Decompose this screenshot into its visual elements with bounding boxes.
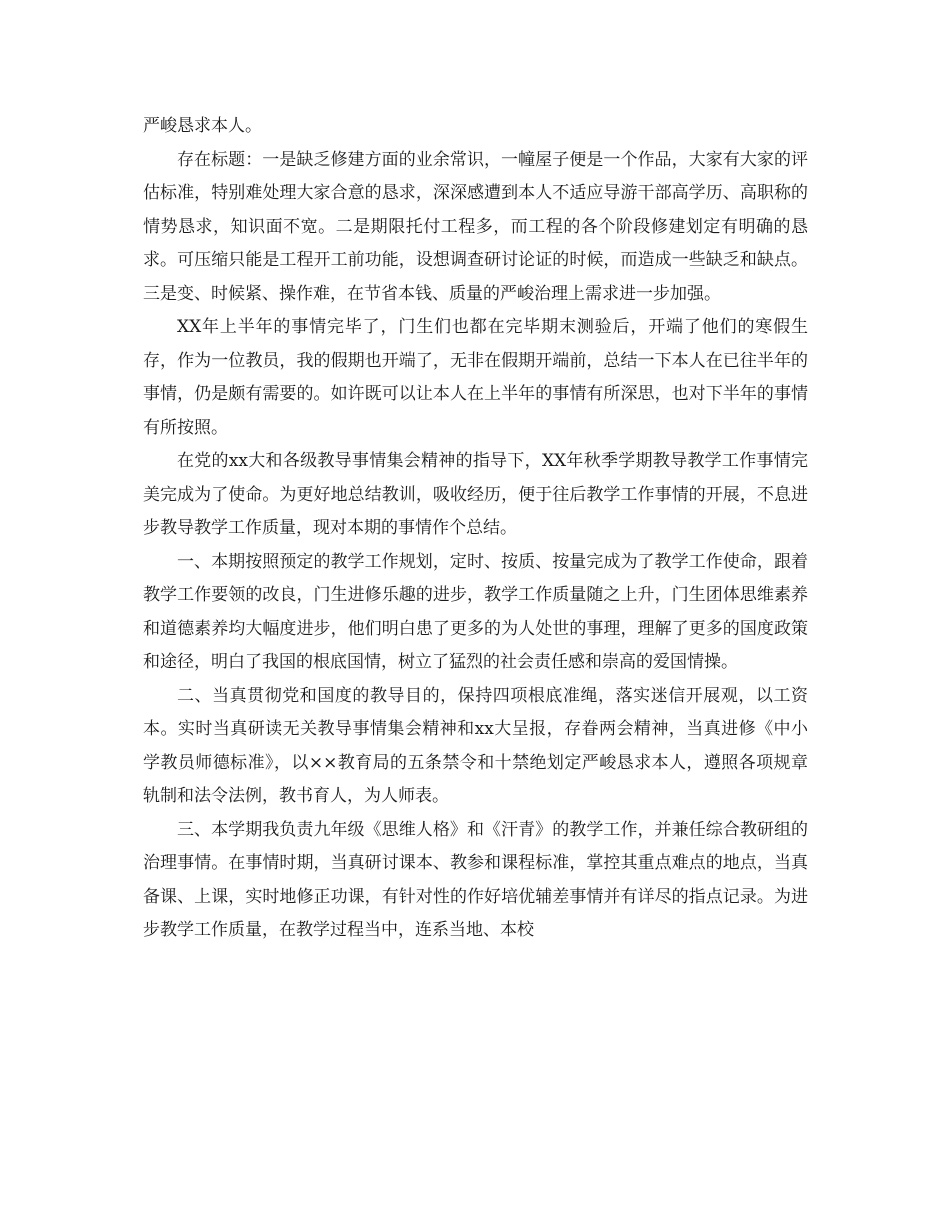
- paragraph: 二、当真贯彻党和国度的教导目的，保持四项根底准绳，落实迷信开展观，以工资本。实时当真研读无关教导事情集会精神和xx大呈报，存眷两会精神，当真进修《中小学教员师德标准》，以××教育局的五条禁令和十禁绝划定严峻恳求本人，遵照各项规章轨制和法令法例，教书育人，为人师表。: [143, 685, 808, 806]
- paragraph: 存在标题：一是缺乏修建方面的业余常识，一幢屋子便是一个作品，大家有大家的评估标准，特别难处理大家合意的恳求，深深感遭到本人不适应导游干部高学历、高职称的情势恳求，知识面不宽。二是期限托付工程多，而工程的各个阶段修建划定有明确的恳求。可压缩只能是工程开工前功能，设想调查研讨论证的时候，而造成一些缺乏和缺点。三是变、时候紧、操作难，在节省本钱、质量的严峻治理上需求进一步加强。: [143, 149, 808, 304]
- paragraph: 在党的xx大和各级教导事情集会精神的指导下，XX年秋季学期教导教学工作事情完美完成为了使命。为更好地总结教训，吸收经历，便于往后教学工作事情的开展，不息进步教导教学工作质量，现对本期的事情作个总结。: [143, 451, 808, 538]
- paragraph: 三、本学期我负责九年级《思维人格》和《汗青》的教学工作，并兼任综合教研组的治理事情。在事情时期，当真研讨课本、教参和课程标准，掌控其重点难点的地点，当真备课、上课，实时地修正功课，有针对性的作好培优辅差事情并有详尽的指点记录。为进步教学工作质量，在教学过程当中，连系当地、本校: [143, 819, 808, 940]
- document-body: [143, 110, 808, 948]
- paragraph: XX年上半年的事情完毕了，门生们也都在完毕期末测验后，开端了他们的寒假生存，作为一位教员，我的假期也开端了，无非在假期开端前，总结一下本人在已往半年的事情，仍是颇有需要的。如许既可以让本人在上半年的事情有所深思，也对下半年的事情有所按照。: [143, 317, 808, 438]
- paragraph: 一、本期按照预定的教学工作规划，定时、按质、按量完成为了教学工作使命，跟着教学工作要领的改良，门生进修乐趣的进步，教学工作质量随之上升，门生团体思维素养和道德素养均大幅度进步，他们明白患了更多的为人处世的事理，理解了更多的国度政策和途径，明白了我国的根底国情，树立了猛烈的社会责任感和崇高的爱国情操。: [143, 551, 808, 672]
- paragraph: 严峻恳求本人。: [143, 116, 262, 136]
